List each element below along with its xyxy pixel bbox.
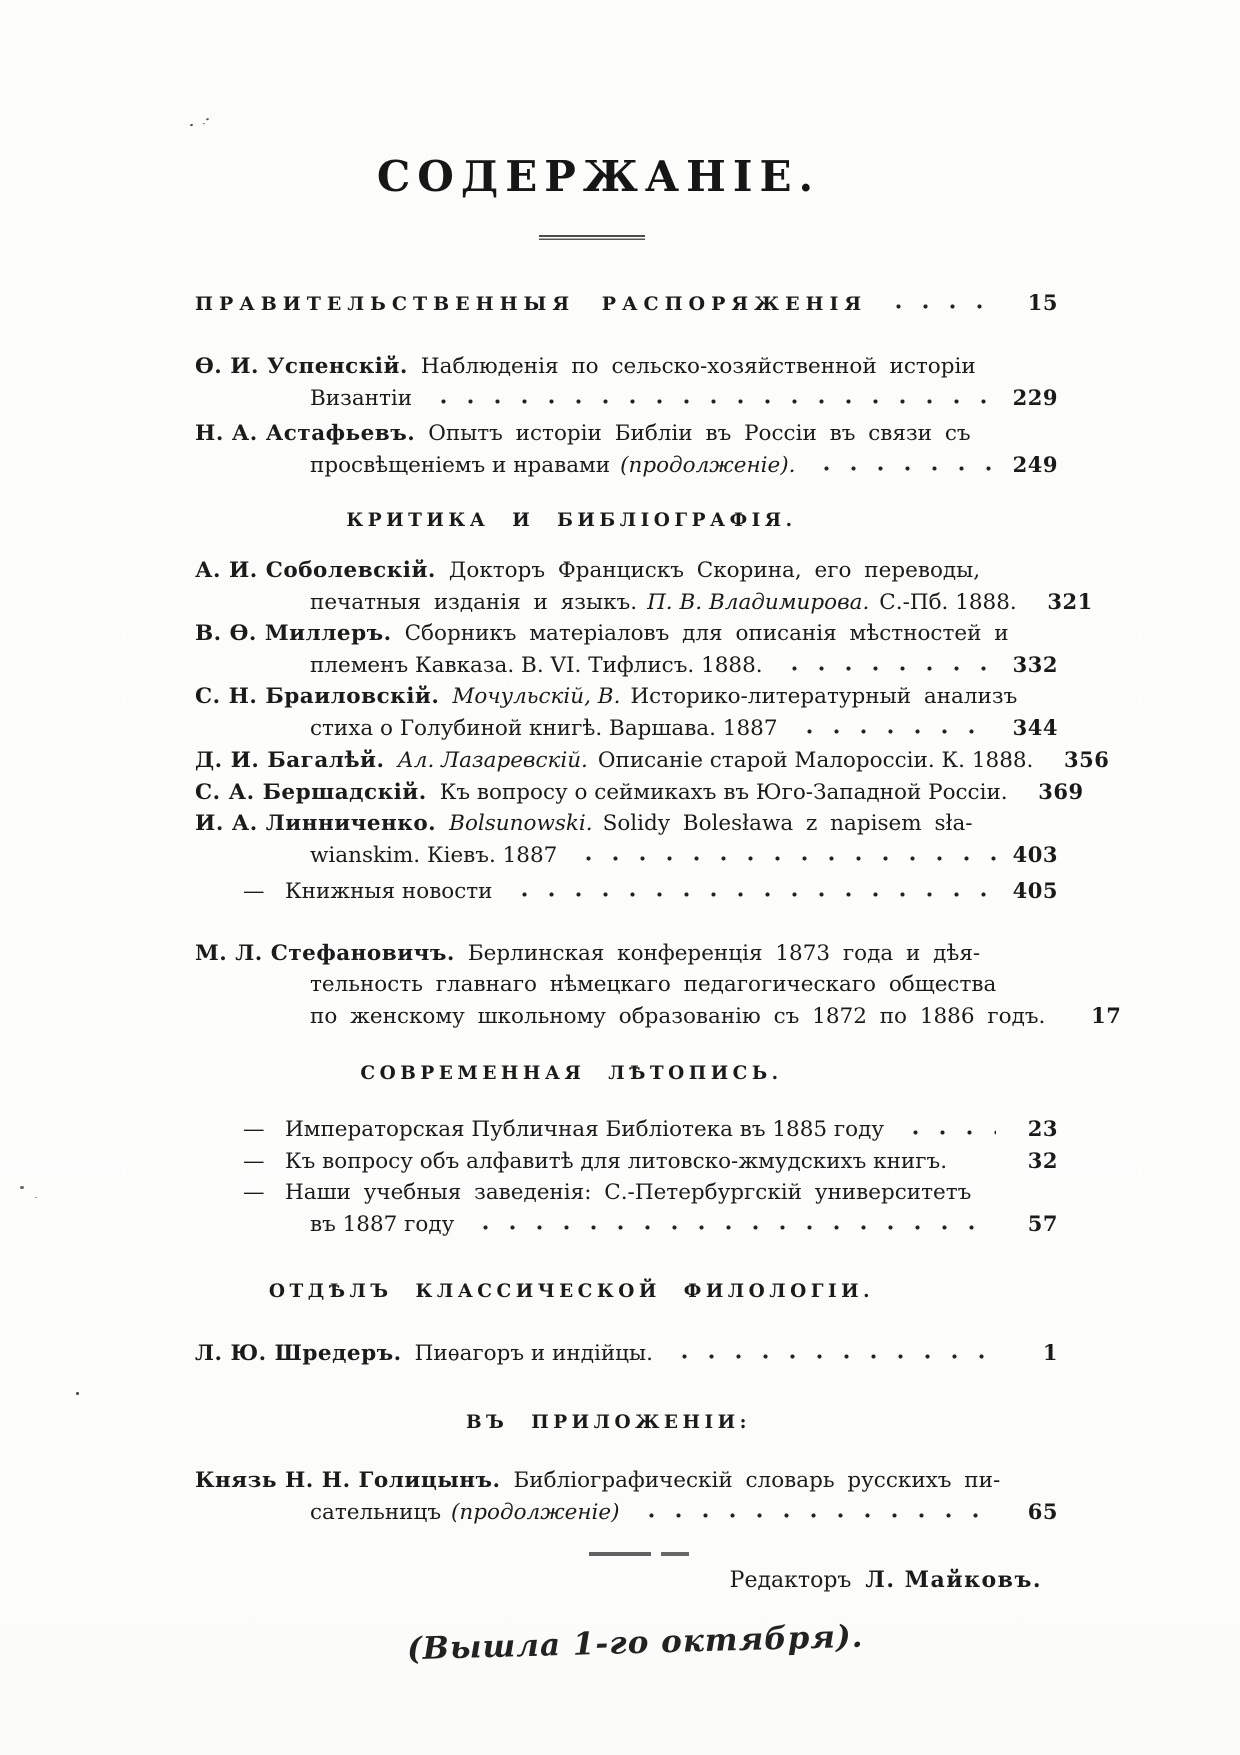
dot-leader: [466, 1224, 996, 1231]
toc-entry-imperial-library: [195, 1113, 1058, 1145]
entry-work-italic: Мочульскій, В.: [452, 684, 621, 709]
entry-text: тельность главнаго нѣмецкаго педагогическаго общества: [310, 972, 997, 997]
toc-entry-sobolevsky: [195, 555, 1058, 586]
entry-text: сательницъ: [310, 1500, 442, 1525]
entry-text: Императорская Публичная Библіотека въ 1885 году: [285, 1117, 885, 1142]
entry-text: Берлинская конференція 1873 года и дѣя-: [467, 941, 981, 966]
entry-author: И. А. Линниченко.: [195, 811, 437, 836]
section-heading-criticism: КРИТИКА И БИБЛІОГРАФІЯ.: [346, 510, 797, 531]
entry-author: Д. И. Багалѣй.: [195, 748, 385, 773]
toc-entry-sobolevsky-cont: [195, 586, 1093, 618]
entry-text: Византіи: [310, 386, 413, 411]
entry-text: печатныя изданія и языкъ.: [310, 590, 638, 615]
entry-work-italic: П. В. Владимирова.: [647, 590, 870, 615]
entry-text: Историко-литературный анализъ: [630, 684, 1018, 709]
toc-entry-stefanovich: [195, 938, 1058, 969]
entry-text: С.-Пб. 1888.: [879, 590, 1017, 615]
page-number: 369: [1038, 779, 1084, 804]
toc-entry-golitsyn-cont: [195, 1496, 1058, 1528]
editor-line: [195, 1564, 1058, 1597]
footer-divider: [589, 1552, 689, 1556]
toc-entry-linnichenko-cont: [195, 839, 1058, 871]
toc-entry-brailovsky-cont: [195, 712, 1058, 744]
toc-entry-linnichenko: [195, 808, 1058, 839]
toc-entry-bershadsky: [195, 776, 1084, 808]
page-number: 403: [1012, 842, 1058, 867]
page-number: 229: [1012, 385, 1058, 410]
dot-leader: [896, 1129, 996, 1136]
entry-text: Наши учебныя заведенія: С.-Петербургскій университетъ: [285, 1180, 972, 1205]
section-heading-appendix: ВЪ ПРИЛОЖЕНІИ:: [466, 1412, 751, 1433]
toc-entry-stefanovich-cont2: [195, 1000, 1122, 1032]
title-divider: [539, 235, 645, 241]
entry-work-italic: Bolsunowski.: [449, 811, 593, 836]
entry-text: въ 1887 году: [310, 1212, 455, 1237]
entry-text: Докторъ Францискъ Скорина, его переводы,: [448, 558, 981, 583]
page-number: 32: [1027, 1148, 1058, 1173]
page-number: 356: [1064, 747, 1110, 772]
entry-text: Книжныя новости: [285, 879, 493, 904]
toc-entry-astafiev-cont: [195, 449, 1058, 481]
dot-leader: [505, 891, 996, 898]
toc-entry-educational-institutions: [195, 1177, 1058, 1208]
entry-text: стиха о Голубиной книгѣ. Варшава. 1887: [310, 716, 778, 741]
page-number: 405: [1012, 878, 1058, 903]
page-number: 23: [1027, 1116, 1058, 1141]
em-dash: —: [243, 1180, 265, 1205]
toc-entry-uspensky-cont: [195, 382, 1058, 414]
editor-label: Редакторъ: [729, 1568, 852, 1593]
page-number: 17: [1091, 1003, 1122, 1028]
page-number: 57: [1027, 1211, 1058, 1236]
toc-entry-uspensky: [195, 351, 1058, 382]
section-heading-classical-philology: ОТДѢЛЪ КЛАССИЧЕСКОЙ ФИЛОЛОГІИ.: [268, 1281, 875, 1302]
page-title: СОДЕРЖАНІЕ.: [376, 152, 821, 201]
dot-leader: [424, 398, 996, 405]
entry-text: Сборникъ матеріаловъ для описанія мѣстностей и: [404, 621, 1009, 646]
dot-leader: [790, 728, 996, 735]
entry-text: wianskim. Кіевъ. 1887: [310, 843, 558, 868]
editor-name: Л. Майковъ.: [865, 1567, 1042, 1593]
entry-author: А. И. Соболевскій.: [195, 558, 436, 583]
entry-author: Ѳ. И. Успенскій.: [195, 354, 408, 379]
toc-entry-government-orders: [195, 287, 1058, 320]
entry-author: М. Л. Стефановичъ.: [195, 941, 455, 966]
toc-entry-book-news: [195, 875, 1058, 907]
dot-leader: [807, 465, 996, 472]
toc-entry-brailovsky: [195, 681, 1058, 712]
entry-text: по женскому школьному образованію съ 1872 по 1886 годъ.: [310, 1004, 1046, 1029]
entry-author: В. Ѳ. Миллеръ.: [195, 621, 392, 646]
dot-leader: [569, 855, 996, 862]
entry-text: Пиѳагоръ и индійцы.: [414, 1341, 653, 1366]
entry-text: Наблюденія по сельско-хозяйственной исторіи: [420, 354, 976, 379]
entry-author: Л. Ю. Шредеръ.: [195, 1341, 402, 1366]
entry-text: племенъ Кавказа. В. VI. Тифлисъ. 1888.: [310, 653, 763, 678]
dot-leader: [632, 1512, 996, 1519]
entry-text: Описаніе старой Малороссіи. К. 1888.: [597, 748, 1034, 773]
entry-text: Библіографическій словарь русскихъ пи-: [513, 1468, 1001, 1493]
page-number: 344: [1012, 715, 1058, 740]
dot-leader: [879, 303, 996, 310]
em-dash: —: [243, 1117, 265, 1142]
toc-entry-miller: [195, 618, 1058, 649]
entry-text: просвѣщеніемъ и нравами: [310, 453, 611, 478]
toc-entry-astafiev: [195, 418, 1058, 449]
page-number: 15: [1027, 290, 1058, 315]
entry-author: Князь Н. Н. Голицынъ.: [195, 1468, 501, 1493]
entry-author: Н. А. Астафьевъ.: [195, 421, 416, 446]
entry-text: Къ вопросу о сеймикахъ въ Юго-Западной Россіи.: [439, 780, 1008, 805]
entry-work-italic: (продолженіе).: [620, 453, 796, 478]
entry-work-italic: (продолженіе): [451, 1500, 620, 1525]
entry-text: Solidy Bolesława z napisem sła-: [602, 811, 973, 836]
dot-leader: [665, 1353, 996, 1360]
dot-leader: [775, 665, 996, 672]
page-number: 1: [1042, 1340, 1058, 1365]
entry-author: С. Н. Браиловскій.: [195, 684, 440, 709]
page-number: 249: [1012, 452, 1058, 477]
toc-entry-educational-institutions-cont: [195, 1208, 1058, 1240]
page-number: 321: [1047, 589, 1093, 614]
toc-entry-bagaley: [195, 744, 1110, 776]
em-dash: —: [243, 879, 265, 904]
page-number: 65: [1027, 1499, 1058, 1524]
entry-author: С. А. Бершадскій.: [195, 780, 427, 805]
em-dash: —: [243, 1149, 265, 1174]
handwritten-note: (Вышла 1-го октября).: [406, 1618, 864, 1668]
toc-entry-stefanovich-cont: [195, 969, 1058, 1000]
toc-entry-schroeder: [195, 1337, 1058, 1369]
toc-entry-alphabet-question: [195, 1145, 1058, 1177]
entry-text: ПРАВИТЕЛЬСТВЕННЫЯ РАСПОРЯЖЕНІЯ: [195, 293, 868, 315]
page-number: 332: [1012, 652, 1058, 677]
entry-text: Къ вопросу объ алфавитѣ для литовско-жмудскихъ книгъ.: [285, 1149, 948, 1174]
entry-text: Опытъ исторіи Библіи въ Россіи въ связи съ: [428, 421, 971, 446]
section-heading-chronicle: СОВРЕМЕННАЯ ЛѢТОПИСЬ.: [360, 1063, 783, 1084]
toc-entry-miller-cont: [195, 649, 1058, 681]
entry-work-italic: Ал. Лазаревскій.: [397, 748, 588, 773]
toc-entry-golitsyn: [195, 1465, 1058, 1496]
